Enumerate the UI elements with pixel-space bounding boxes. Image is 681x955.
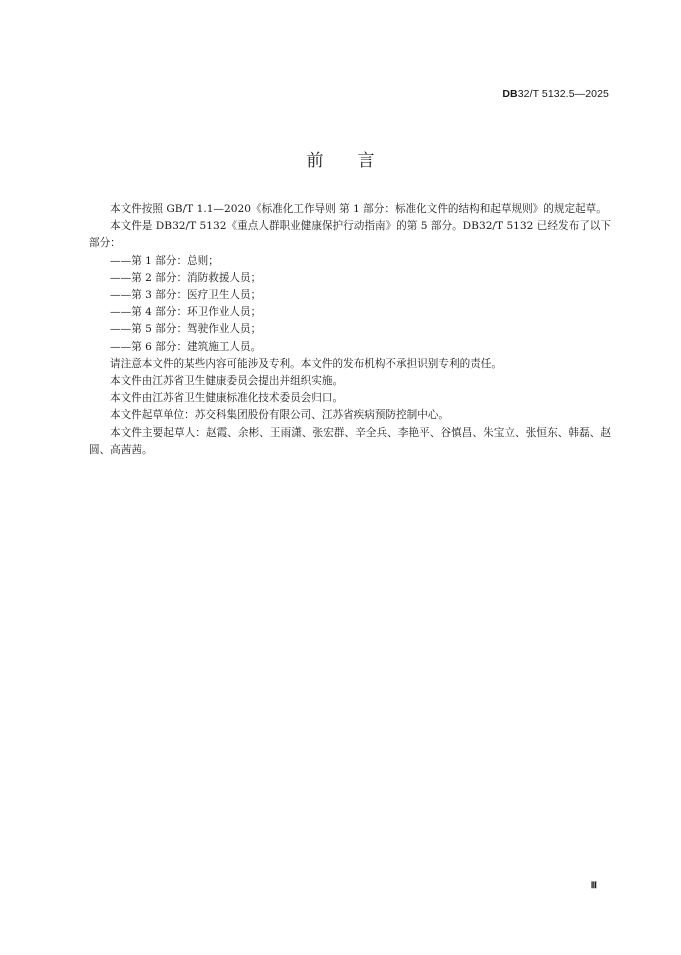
paragraph-drafters: 本文件主要起草人：赵霞、余彬、王雨潇、张宏群、辛全兵、李艳平、谷慎昌、朱宝立、张恒东、韩磊、赵圆、高茜茜。 <box>89 426 611 456</box>
part-list-item: ——第 3 部分：医疗卫生人员； <box>110 289 262 302</box>
page-number: Ⅲ <box>590 880 597 890</box>
paragraph-patent-notice: 请注意本文件的某些内容可能涉及专利。本文件的发布机构不承担识别专利的责任。 <box>110 357 502 370</box>
paragraph-drafting-units: 本文件起草单位：苏交科集团股份有限公司、江苏省疾病预防控制中心。 <box>110 409 449 422</box>
part-list-item: ——第 1 部分：总则； <box>110 254 219 267</box>
page-title-right: 言 <box>357 151 375 171</box>
page-title <box>0 146 681 171</box>
page-title-left: 前 <box>306 151 324 171</box>
document-code-prefix: DB <box>502 88 518 100</box>
part-list-item: ——第 5 部分：驾驶作业人员； <box>110 323 262 336</box>
part-list-item: ——第 2 部分：消防救援人员； <box>110 271 262 284</box>
part-list-item: ——第 6 部分：建筑施工人员。 <box>110 340 262 353</box>
paragraph-proposer: 本文件由江苏省卫生健康委员会提出并组织实施。 <box>110 375 344 388</box>
document-code <box>502 88 609 100</box>
document-code-rest: 32/T 5132.5—2025 <box>517 88 609 100</box>
paragraph-committee: 本文件由江苏省卫生健康标准化技术委员会归口。 <box>110 392 344 405</box>
document-body <box>89 201 611 459</box>
paragraph-series-info: 本文件是 DB32/T 5132《重点人群职业健康保护行动指南》的第 5 部分。DB32/T 5132 已经发布了以下部分： <box>89 220 611 250</box>
part-list-item: ——第 4 部分：环卫作业人员； <box>110 306 262 319</box>
paragraph-drafting-rule: 本文件按照 GB/T 1.1—2020《标准化工作导则 第 1 部分：标准化文件的结构和起草规则》的规定起草。 <box>110 203 607 215</box>
